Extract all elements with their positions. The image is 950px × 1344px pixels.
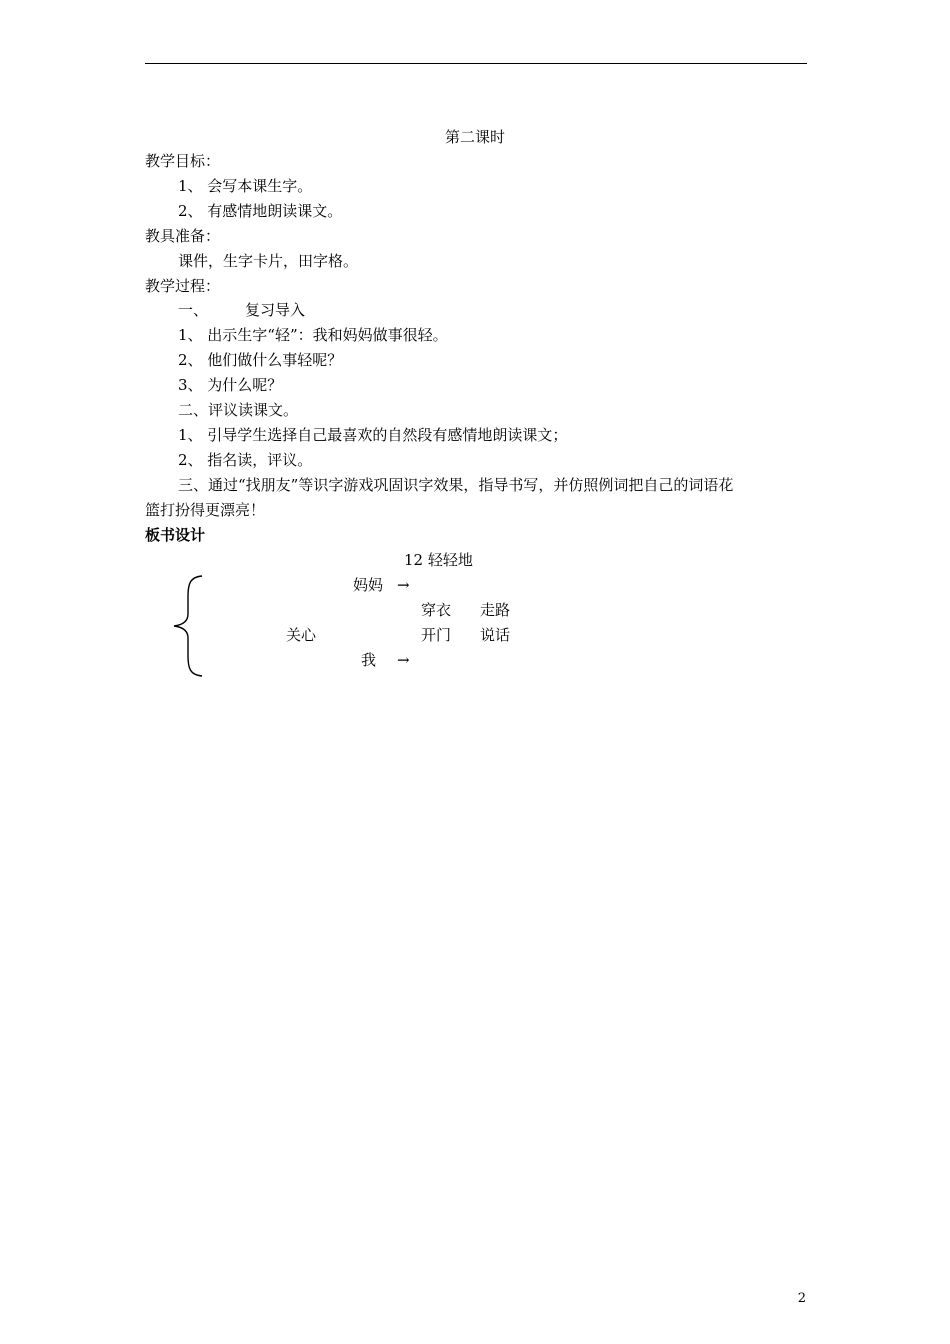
board-care: 关心 xyxy=(286,626,317,644)
header-rule xyxy=(145,63,807,64)
page-number: 2 xyxy=(797,1291,806,1306)
board-title: 12 轻轻地 xyxy=(404,551,473,569)
step1-title: 复习导入 xyxy=(245,301,306,319)
step2-title: 二、评议读课文。 xyxy=(178,401,299,419)
board-word: 说话 xyxy=(480,626,511,644)
step2-item: 2、 指名读，评议。 xyxy=(178,451,313,469)
step1-item: 3、 为什么呢？ xyxy=(178,376,283,394)
step3-line: 三、通过“找朋友”等识字游戏巩固识字效果，指导书写，并仿照例词把自己的词语花 xyxy=(178,476,734,494)
step3-line: 篮打扮得更漂亮！ xyxy=(145,501,266,519)
arrow-right-icon: → xyxy=(397,576,410,594)
objective-item: 2、 有感情地朗读课文。 xyxy=(178,202,343,220)
objective-item: 1、 会写本课生字。 xyxy=(178,177,313,195)
step1-item: 1、 出示生字“轻”：我和妈妈做事很轻。 xyxy=(178,326,448,344)
board-mom: 妈妈 xyxy=(353,576,384,594)
board-word: 开门 xyxy=(421,626,452,644)
arrow-right-icon: → xyxy=(397,651,410,669)
process-heading: 教学过程： xyxy=(145,277,221,295)
board-word: 走路 xyxy=(480,601,511,619)
step1-number: 一、 xyxy=(178,301,209,319)
materials-text: 课件，生字卡片，田字格。 xyxy=(178,252,359,270)
curly-brace-icon xyxy=(170,574,210,678)
board-word: 穿衣 xyxy=(421,601,452,619)
objectives-heading: 教学目标： xyxy=(145,152,221,170)
step1-item: 2、 他们做什么事轻呢？ xyxy=(178,351,343,369)
materials-heading: 教具准备： xyxy=(145,227,221,245)
board-me: 我 xyxy=(361,651,377,669)
board-heading: 板书设计 xyxy=(145,526,206,544)
lesson-title: 第二课时 xyxy=(444,128,505,146)
step2-item: 1、 引导学生选择自己最喜欢的自然段有感情地朗读课文； xyxy=(178,426,568,444)
